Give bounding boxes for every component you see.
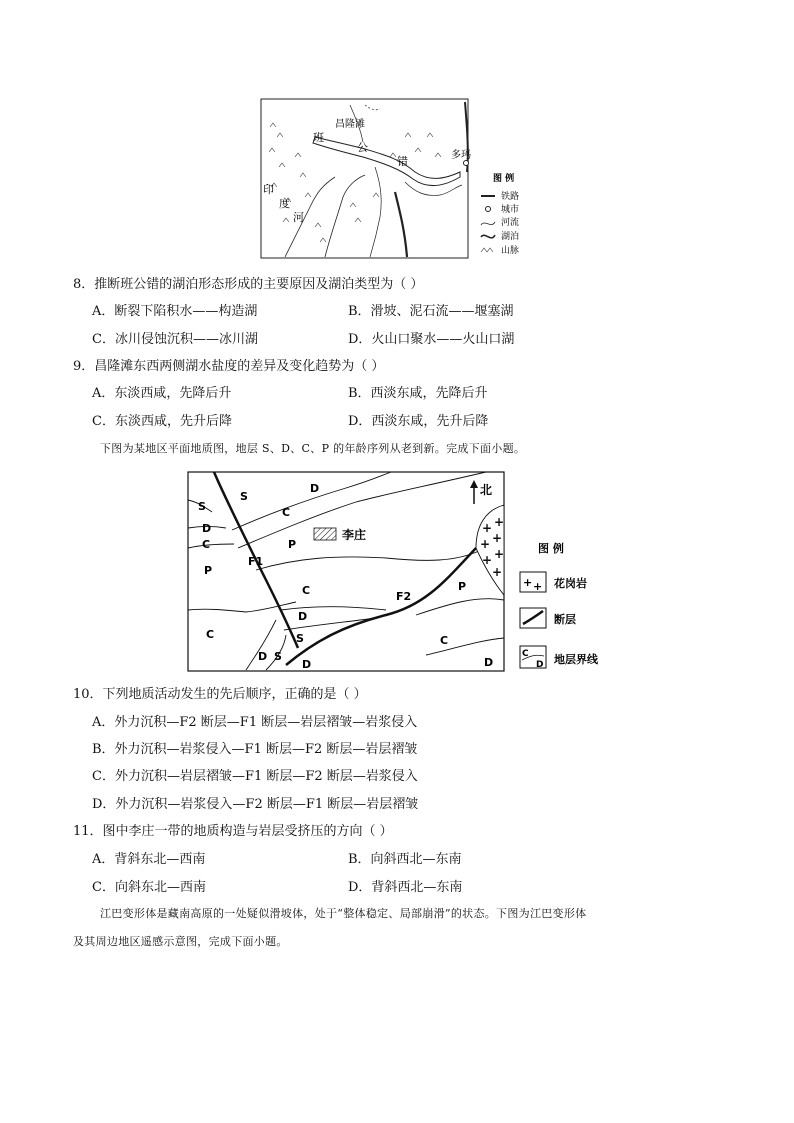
q11-option-a[interactable]: A．背斜东北—西南: [92, 852, 206, 867]
svg-text:+: +: [533, 580, 543, 593]
q9-stem: 9．昌隆滩东西两侧湖水盐度的差异及变化趋势为（ ）: [73, 359, 385, 374]
label-ban: 班: [313, 131, 324, 144]
q10-stem: 10．下列地质活动发生的先后顺序，正确的是（ ）: [73, 687, 367, 702]
svg-text:+: +: [494, 547, 505, 561]
layer-label: P: [204, 564, 213, 577]
river-legend-icon: [481, 222, 495, 225]
q10-option-c[interactable]: C．外力沉积—岩层褶皱—F1 断层—F2 断层—岩浆侵入: [92, 769, 418, 784]
svg-text:+: +: [482, 521, 493, 535]
fault-f2-label: F2: [396, 590, 412, 603]
layer-label: C: [302, 584, 311, 597]
svg-text:+: +: [480, 537, 491, 551]
north-label: 北: [480, 483, 493, 497]
q8-option-a[interactable]: A．断裂下陷积水——构造湖: [92, 304, 258, 319]
q11-stem: 11．图中李庄一带的地质构造与岩层受挤压的方向（ ）: [73, 824, 393, 839]
q9-option-d[interactable]: D．西淡东咸，先升后降: [348, 414, 489, 429]
lizhuang-marker: [314, 528, 336, 540]
mountain-legend-icon: [481, 248, 493, 252]
map1-legend: [481, 172, 519, 256]
legend-city: 城市: [501, 205, 520, 215]
fault-f1-label: F1: [248, 555, 264, 568]
legend-sample-d: D: [536, 660, 544, 670]
legend-mountain: 山脉: [501, 246, 520, 256]
label-cuo: 错: [397, 155, 408, 168]
q8-stem: 8．推断班公错的湖泊形态形成的主要原因及湖泊类型为（ ）: [73, 277, 424, 292]
q9-option-c[interactable]: C．东淡西咸，先升后降: [92, 414, 232, 429]
layer-label: P: [288, 538, 297, 551]
layer-label: D: [484, 656, 494, 669]
layer-label: D: [302, 658, 312, 671]
svg-text:+: +: [492, 565, 503, 579]
lizhuang-label: 李庄: [342, 528, 367, 542]
svg-text:+: +: [494, 515, 505, 529]
label-gong: 公: [357, 141, 368, 154]
q11-option-b[interactable]: B．向斜西北—东南: [348, 852, 462, 867]
svg-text:+: +: [482, 553, 493, 567]
layer-label: P: [458, 580, 467, 593]
layer-label: D: [310, 482, 320, 495]
label-he: 河: [293, 211, 304, 224]
q8-option-d[interactable]: D．火山口聚水——火山口湖: [348, 332, 515, 347]
layer-label: S: [296, 632, 304, 645]
label-du: 度: [279, 197, 290, 210]
layer-label: D: [258, 650, 268, 663]
q8-option-c[interactable]: C．冰川侵蚀沉积——冰川湖: [92, 332, 258, 347]
layer-label: S: [198, 500, 206, 513]
legend-boundary: 地层界线: [554, 653, 598, 666]
legend-river: 河流: [501, 218, 520, 228]
q9-option-a[interactable]: A．东淡西咸，先降后升: [92, 386, 232, 401]
layer-label: C: [206, 628, 215, 641]
intro-geology-map: 下图为某地区平面地质图，地层 S、D、C、P 的年龄序列从老到新。完成下面小题。: [100, 442, 526, 455]
geology-map: [186, 470, 626, 675]
map1-legend-title: 图 例: [493, 174, 515, 184]
legend-granite: 花岗岩: [554, 577, 587, 590]
map2-legend: [520, 541, 599, 670]
layer-label: C: [440, 634, 449, 647]
svg-text:+: +: [523, 576, 533, 589]
layer-label: S: [274, 650, 282, 663]
lake-legend-icon: [481, 235, 495, 238]
intro-jiangba-line1: 江巴变形体是藏南高原的一处疑似滑坡体，处于“整体稳定、局部崩滑”的状态。下图为江巴变形体: [100, 907, 587, 920]
q11-option-c[interactable]: C．向斜东北—西南: [92, 880, 206, 895]
bangong-lake-map: [255, 97, 535, 262]
map2-legend-title: 图 例: [538, 542, 564, 555]
svg-text:+: +: [492, 531, 503, 545]
legend-lake: 湖泊: [501, 232, 520, 242]
legend-sample-c: C: [522, 649, 529, 659]
legend-rail: 铁路: [501, 192, 520, 202]
duoma-city-marker: [464, 161, 469, 166]
city-legend-icon: [486, 207, 491, 212]
q10-option-d[interactable]: D．外力沉积—岩浆侵入—F2 断层—F1 断层—岩层褶皱: [92, 797, 419, 812]
q10-option-b[interactable]: B．外力沉积—岩浆侵入—F1 断层—F2 断层—岩层褶皱: [92, 742, 418, 757]
layer-label: S: [240, 490, 248, 503]
label-changlongtan: 昌隆滩: [335, 119, 365, 130]
layer-label: D: [202, 522, 212, 535]
layer-label: C: [282, 506, 291, 519]
legend-fault: 断层: [554, 613, 576, 626]
q9-option-b[interactable]: B．西淡东咸，先降后升: [348, 386, 488, 401]
label-duoma: 多玛: [451, 150, 471, 161]
layer-label: C: [202, 538, 211, 551]
q8-option-b[interactable]: B．滑坡、泥石流——堰塞湖: [348, 304, 514, 319]
q10-option-a[interactable]: A．外力沉积—F2 断层—F1 断层—岩层褶皱—岩浆侵入: [92, 715, 418, 730]
layer-label: D: [298, 610, 308, 623]
q11-option-d[interactable]: D．背斜西北—东南: [348, 880, 463, 895]
label-yin: 印: [263, 183, 274, 196]
intro-jiangba-line2: 及其周边地区遥感示意图，完成下面小题。: [73, 935, 288, 948]
